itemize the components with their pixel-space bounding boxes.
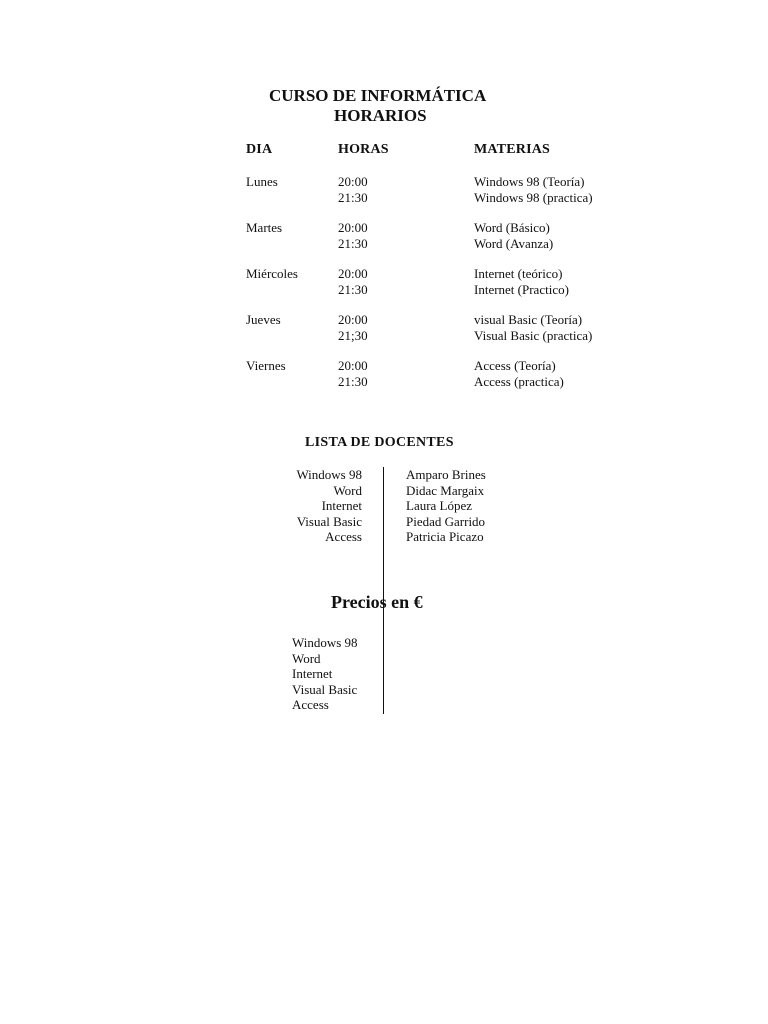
- day-cell: Martes: [246, 220, 283, 235]
- day-cell: Miércoles: [246, 266, 298, 281]
- subject-cell: Windows 98 (practica): [474, 189, 593, 205]
- teacher-name: Piedad Garrido: [406, 513, 486, 529]
- header-materias: MATERIAS: [474, 142, 551, 157]
- teacher-name: Laura López: [406, 498, 473, 513]
- subject-cell: Windows 98 (Teoría): [474, 174, 585, 189]
- subject-cell: Visual Basic (practica): [474, 327, 593, 343]
- subject-cell-list: [474, 358, 564, 389]
- time-cell: 20:00: [338, 266, 368, 281]
- subject-cell-list: [474, 220, 553, 251]
- time-cell-list: [338, 358, 368, 389]
- subject-cell: Access (Teoría): [474, 358, 556, 373]
- document-subtitle: HORARIOS: [334, 106, 427, 125]
- prices-subject-list: [292, 635, 358, 713]
- price-subject: Access: [292, 697, 329, 712]
- time-cell: 20:00: [338, 220, 368, 235]
- subject-cell: Word (Básico): [474, 220, 550, 235]
- header-horas: HORAS: [338, 142, 389, 157]
- teachers-subject-list: [230, 467, 362, 545]
- subject-cell: visual Basic (Teoría): [474, 312, 583, 327]
- time-cell: 20:00: [338, 312, 368, 327]
- time-cell: 21:30: [338, 373, 368, 389]
- time-cell: 21:30: [338, 281, 368, 297]
- teacher-subject: Word: [333, 482, 362, 498]
- teachers-title: LISTA DE DOCENTES: [305, 435, 454, 450]
- subject-cell: Word (Avanza): [474, 235, 554, 251]
- teacher-name: Patricia Picazo: [406, 529, 484, 544]
- price-subject: Word: [292, 650, 321, 666]
- time-cell-list: [338, 312, 368, 343]
- teacher-subject: Internet: [321, 498, 362, 513]
- teacher-subject: Access: [325, 529, 362, 544]
- time-cell: 21:30: [338, 235, 368, 251]
- subject-cell: Internet (Practico): [474, 281, 569, 297]
- prices-title: Precios en €: [331, 592, 423, 612]
- time-cell: 20:00: [338, 174, 368, 189]
- time-cell-list: [338, 266, 368, 297]
- teacher-name: Didac Margaix: [406, 482, 485, 498]
- teacher-name: Amparo Brines: [406, 467, 486, 482]
- day-cell: Lunes: [246, 174, 278, 189]
- subject-cell: Access (practica): [474, 373, 564, 389]
- teacher-subject: Windows 98: [296, 467, 362, 482]
- subject-cell-list: [474, 174, 593, 205]
- time-cell-list: [338, 174, 368, 205]
- subject-cell: Internet (teórico): [474, 266, 563, 281]
- subject-cell-list: [474, 266, 569, 297]
- day-cell: Jueves: [246, 312, 281, 327]
- time-cell-list: [338, 220, 368, 251]
- column-divider: [383, 467, 384, 714]
- day-cell: Viernes: [246, 358, 286, 373]
- price-subject: Windows 98: [292, 635, 358, 650]
- time-cell: 21:30: [338, 189, 368, 205]
- document-title: CURSO DE INFORMÁTICA: [269, 86, 487, 105]
- time-cell: 21;30: [338, 327, 368, 343]
- time-cell: 20:00: [338, 358, 368, 373]
- teacher-subject: Visual Basic: [296, 513, 362, 529]
- header-dia: DIA: [246, 142, 273, 157]
- teachers-name-list: [406, 467, 486, 545]
- price-subject: Internet: [292, 666, 333, 681]
- subject-cell-list: [474, 312, 592, 343]
- price-subject: Visual Basic: [292, 681, 358, 697]
